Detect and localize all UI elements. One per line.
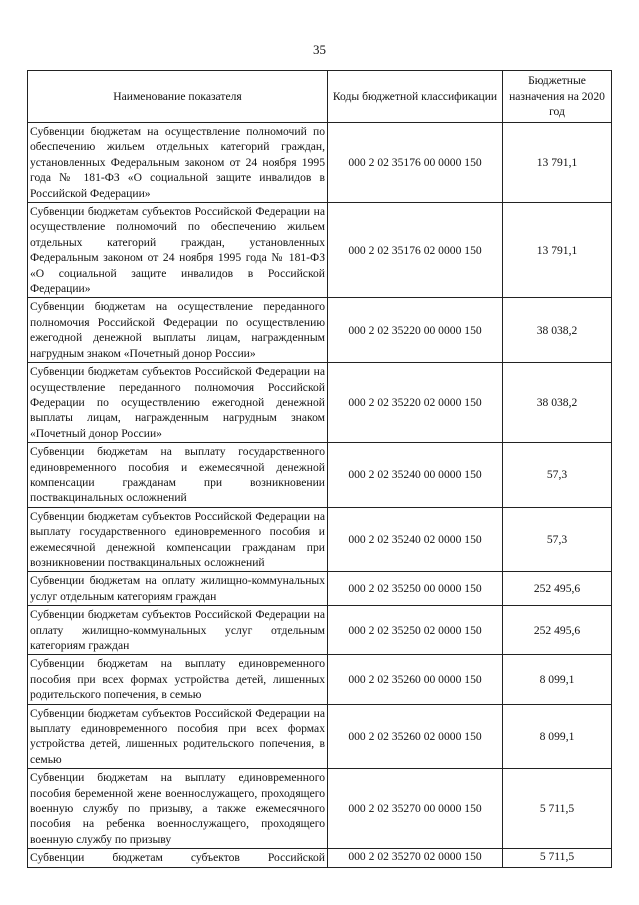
row-code: 000 2 02 35250 00 0000 150 — [328, 572, 503, 606]
row-name: Субвенции бюджетам субъектов Российской Федерации на осуществление переданного полномочия Российской Федерации по осуществлению ежегодной денежной выплаты лицам, награжденным нагрудным знаком «Почетный донор России» — [28, 363, 328, 443]
row-amount: 13 791,1 — [503, 123, 612, 203]
header-name: Наименование показателя — [28, 71, 328, 123]
row-code: 000 2 02 35250 02 0000 150 — [328, 606, 503, 655]
page-number: 35 — [313, 42, 326, 57]
row-name: Субвенции бюджетам на осуществление переданного полномочия Российской Федерации по осуществлению ежегодной денежной выплаты лицам, награжденным нагрудным знаком «Почетный донор России» — [28, 298, 328, 363]
row-name: Субвенции бюджетам субъектов Российской Федерации на осуществление полномочий по обеспечению жильем отдельных категорий граждан, установленных Федеральным законом от 24 ноября 1995 года № 181-ФЗ «О социальной защите инвалидов в Российской Федерации» — [28, 203, 328, 298]
table-row — [28, 203, 612, 298]
row-amount: 38 038,2 — [503, 298, 612, 363]
row-name: Субвенции бюджетам на оплату жилищно-коммунальных услуг отдельным категориям граждан — [28, 572, 328, 606]
table-row — [28, 849, 612, 867]
table-row — [28, 606, 612, 655]
row-code: 000 2 02 35260 00 0000 150 — [328, 655, 503, 704]
row-name: Субвенции бюджетам на выплату единовременного пособия при всех формах устройства детей, лишенных родительского попечения, в семью — [28, 655, 328, 704]
row-code: 000 2 02 35220 00 0000 150 — [328, 298, 503, 363]
row-code: 000 2 02 35176 00 0000 150 — [328, 123, 503, 203]
row-amount: 252 495,6 — [503, 572, 612, 606]
row-amount: 57,3 — [503, 507, 612, 572]
row-name: Субвенции бюджетам на осуществление полномочий по обеспечению жильем отдельных категорий граждан, установленных Федеральным законом от 24 ноября 1995 года № 181-ФЗ «О социальной защите инвалидов в Российской Федерации» — [28, 123, 328, 203]
row-amount: 57,3 — [503, 443, 612, 508]
table-row — [28, 769, 612, 849]
row-code: 000 2 02 35260 02 0000 150 — [328, 704, 503, 769]
row-code: 000 2 02 35270 00 0000 150 — [328, 769, 503, 849]
table-row — [28, 507, 612, 572]
row-amount: 5 711,5 — [503, 849, 612, 867]
table-row — [28, 572, 612, 606]
header-amount: Бюджетные назначения на 2020 год — [503, 71, 612, 123]
row-code: 000 2 02 35270 02 0000 150 — [328, 849, 503, 867]
table-row — [28, 655, 612, 704]
row-code: 000 2 02 35176 02 0000 150 — [328, 203, 503, 298]
row-code: 000 2 02 35240 00 0000 150 — [328, 443, 503, 508]
table-row — [28, 443, 612, 508]
row-name: Субвенции бюджетам субъектов Российской Федерации на выплату единовременного пособия при всех формах устройства детей, лишенных родительского попечения, в семью — [28, 704, 328, 769]
row-code: 000 2 02 35240 02 0000 150 — [328, 507, 503, 572]
row-amount: 8 099,1 — [503, 704, 612, 769]
table-row — [28, 123, 612, 203]
budget-table — [27, 70, 612, 868]
row-amount: 5 711,5 — [503, 769, 612, 849]
row-name: Субвенции бюджетам субъектов Российской Федерации на выплату государственного единовременного пособия и ежемесячной денежной компенсации гражданам при возникновении поствакцинальных осложнений — [28, 507, 328, 572]
table-header-row — [28, 71, 612, 123]
table-row — [28, 298, 612, 363]
row-amount: 8 099,1 — [503, 655, 612, 704]
row-amount: 252 495,6 — [503, 606, 612, 655]
row-name: Субвенции бюджетам на выплату государственного единовременного пособия и ежемесячной денежной компенсации гражданам при возникновении поствакцинальных осложнений — [28, 443, 328, 508]
table-row — [28, 704, 612, 769]
row-name: Субвенции бюджетам субъектов Российской Федерации на оплату жилищно-коммунальных услуг отдельным категориям граждан — [28, 606, 328, 655]
row-amount: 38 038,2 — [503, 363, 612, 443]
row-amount: 13 791,1 — [503, 203, 612, 298]
row-name: Субвенции бюджетам субъектов Российской — [28, 849, 328, 867]
table-row — [28, 363, 612, 443]
row-name: Субвенции бюджетам на выплату единовременного пособия беременной жене военнослужащего, проходящего военную службу по призыву, а также ежемесячного пособия на ребенка военнослужащего, проходящего военную службу по призыву — [28, 769, 328, 849]
header-code: Коды бюджетной классификации — [328, 71, 503, 123]
row-code: 000 2 02 35220 02 0000 150 — [328, 363, 503, 443]
